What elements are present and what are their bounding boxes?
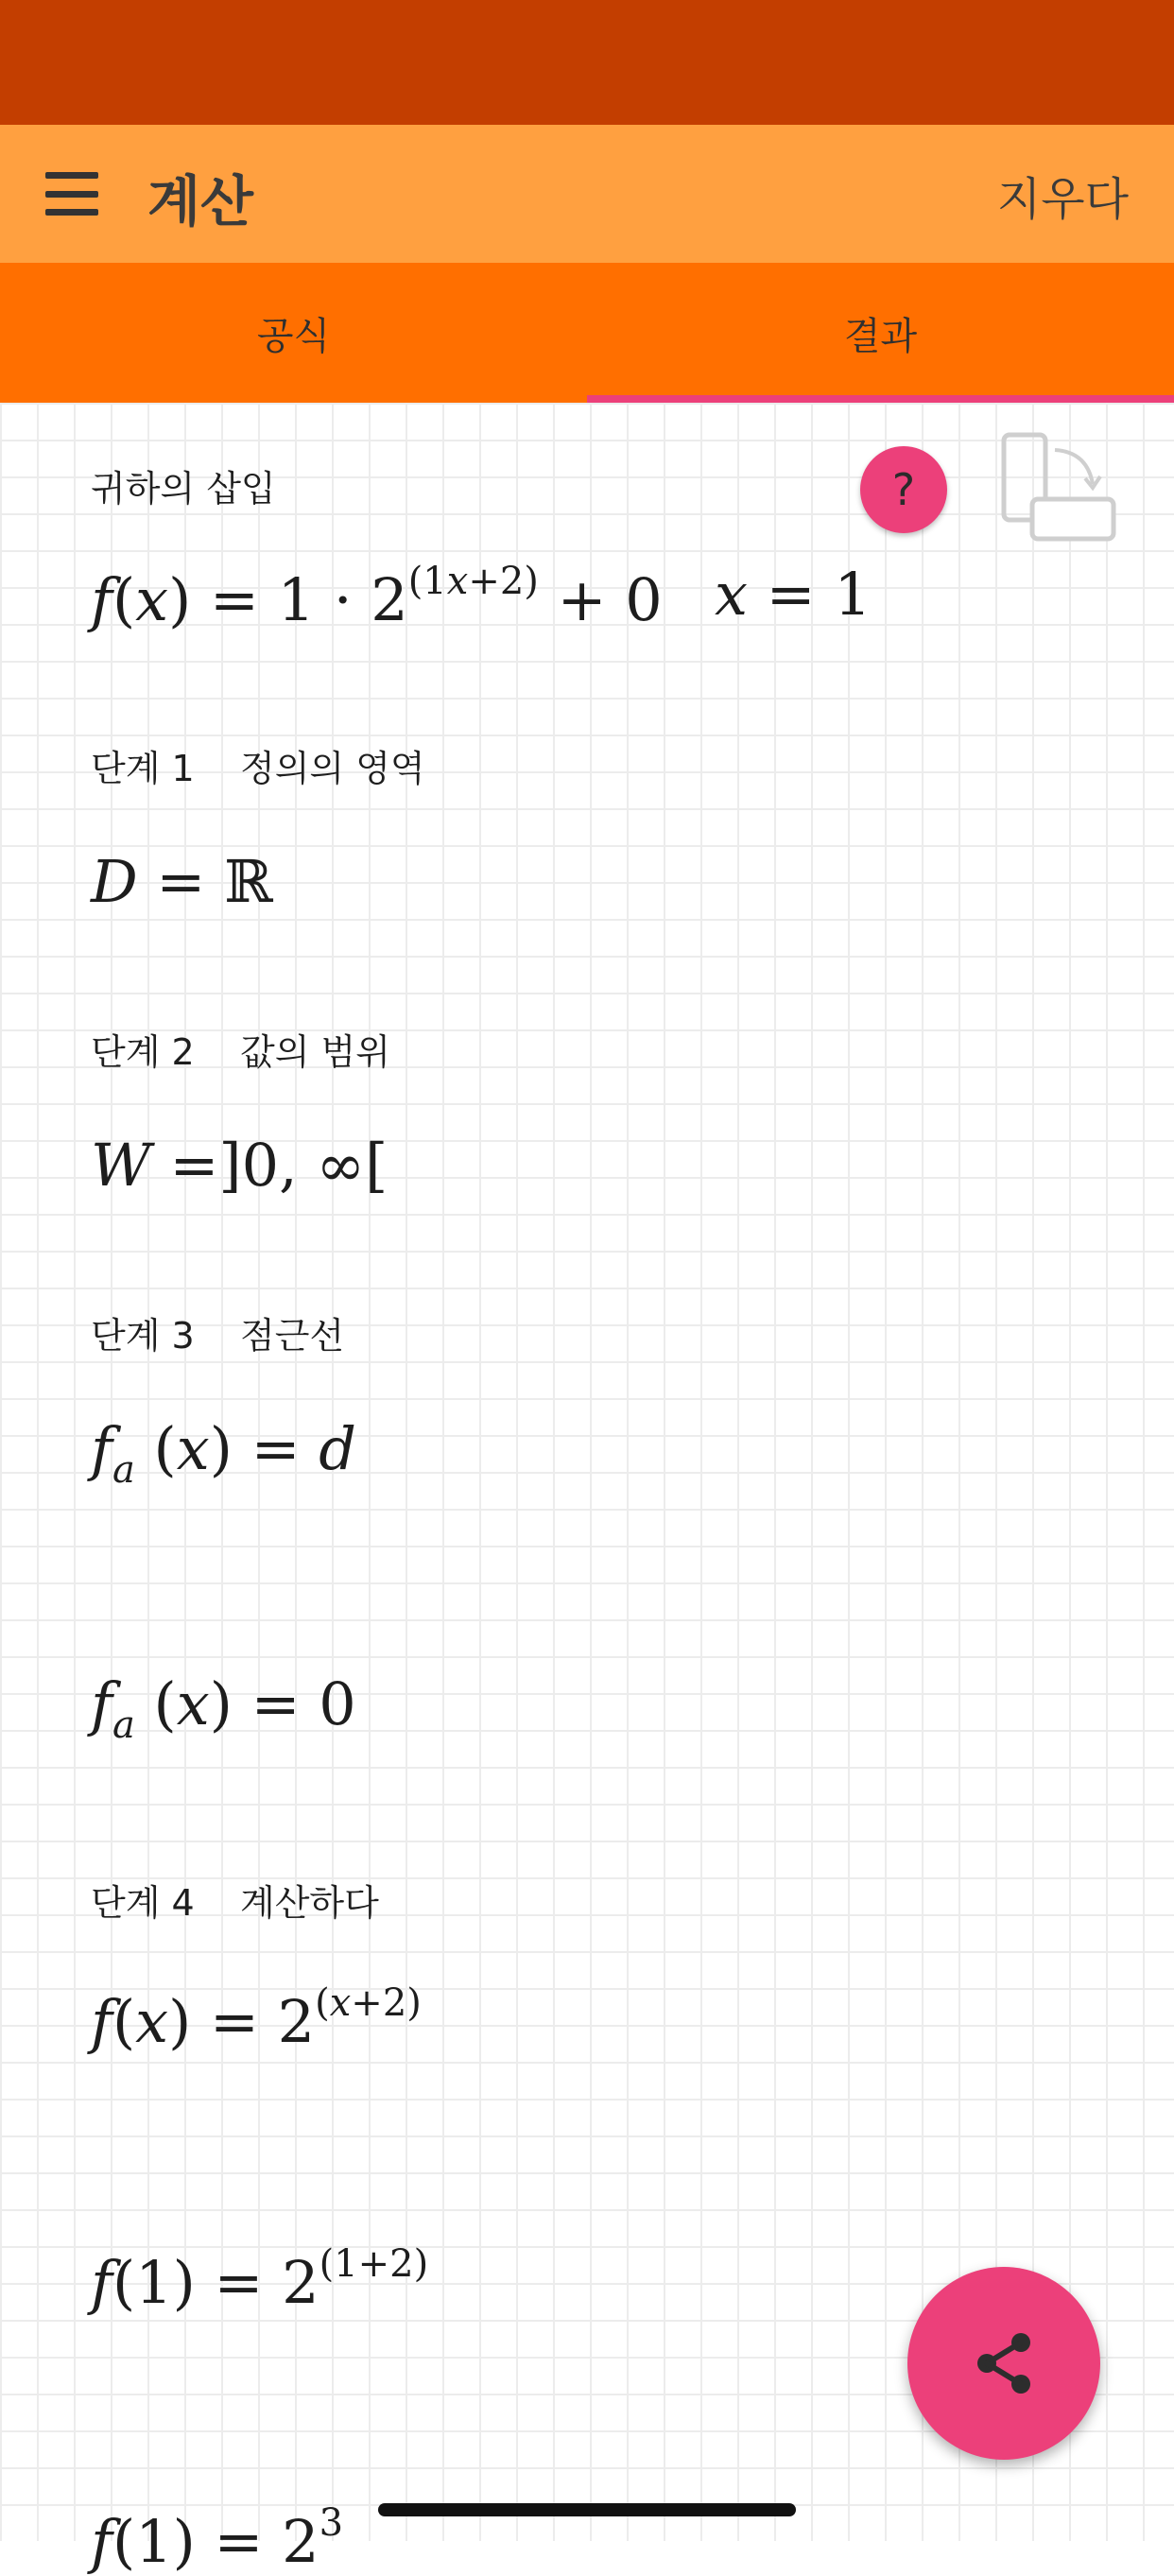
home-indicator[interactable] bbox=[378, 2503, 796, 2516]
menu-icon[interactable] bbox=[45, 172, 100, 216]
share-icon bbox=[974, 2331, 1034, 2395]
share-button[interactable] bbox=[907, 2267, 1100, 2460]
step-3-heading: 단계 3 점근선 bbox=[91, 1315, 345, 1357]
screen-rotate-icon[interactable] bbox=[1000, 431, 1119, 545]
step-4-line-2: $f(1) = 2^{(1+2)}$ bbox=[91, 2242, 429, 2317]
input-x-value: x = 1 bbox=[715, 560, 872, 629]
step-1-heading: 단계 1 정의의 영역 bbox=[91, 748, 425, 789]
input-heading: 귀하의 삽입 bbox=[91, 468, 276, 510]
input-function: $f(x) = 1 \cdot 2^{(1x+2)} + 0$ bbox=[91, 560, 663, 634]
step-3-line-2: $f_a$ (x) = 0 bbox=[91, 1669, 356, 1747]
status-bar bbox=[0, 0, 1174, 125]
step-1-line-1: D = ℝ bbox=[91, 847, 273, 916]
step-4-heading: 단계 4 계산하다 bbox=[91, 1882, 379, 1924]
step-4-line-1: $f(x) = 2^{(x+2)}$ bbox=[91, 1981, 422, 2056]
help-button[interactable]: ? bbox=[860, 446, 947, 533]
result-content[interactable] bbox=[0, 403, 1174, 2576]
app-bar bbox=[0, 125, 1174, 263]
tab-bar bbox=[0, 263, 1174, 403]
step-3-line-1: $f_a$ (x) = d bbox=[91, 1414, 356, 1492]
clear-button[interactable]: 지우다 bbox=[996, 173, 1129, 226]
step-4-line-3: $f(1) = 2^3$ bbox=[91, 2501, 344, 2576]
app-title: 계산 bbox=[147, 169, 254, 233]
tab-formula[interactable]: 공식 bbox=[256, 314, 331, 358]
step-2-line-1: W =]0, ∞[ bbox=[91, 1131, 388, 1200]
tab-result[interactable]: 결과 bbox=[587, 263, 1174, 403]
step-2-heading: 단계 2 값의 범위 bbox=[91, 1031, 390, 1073]
